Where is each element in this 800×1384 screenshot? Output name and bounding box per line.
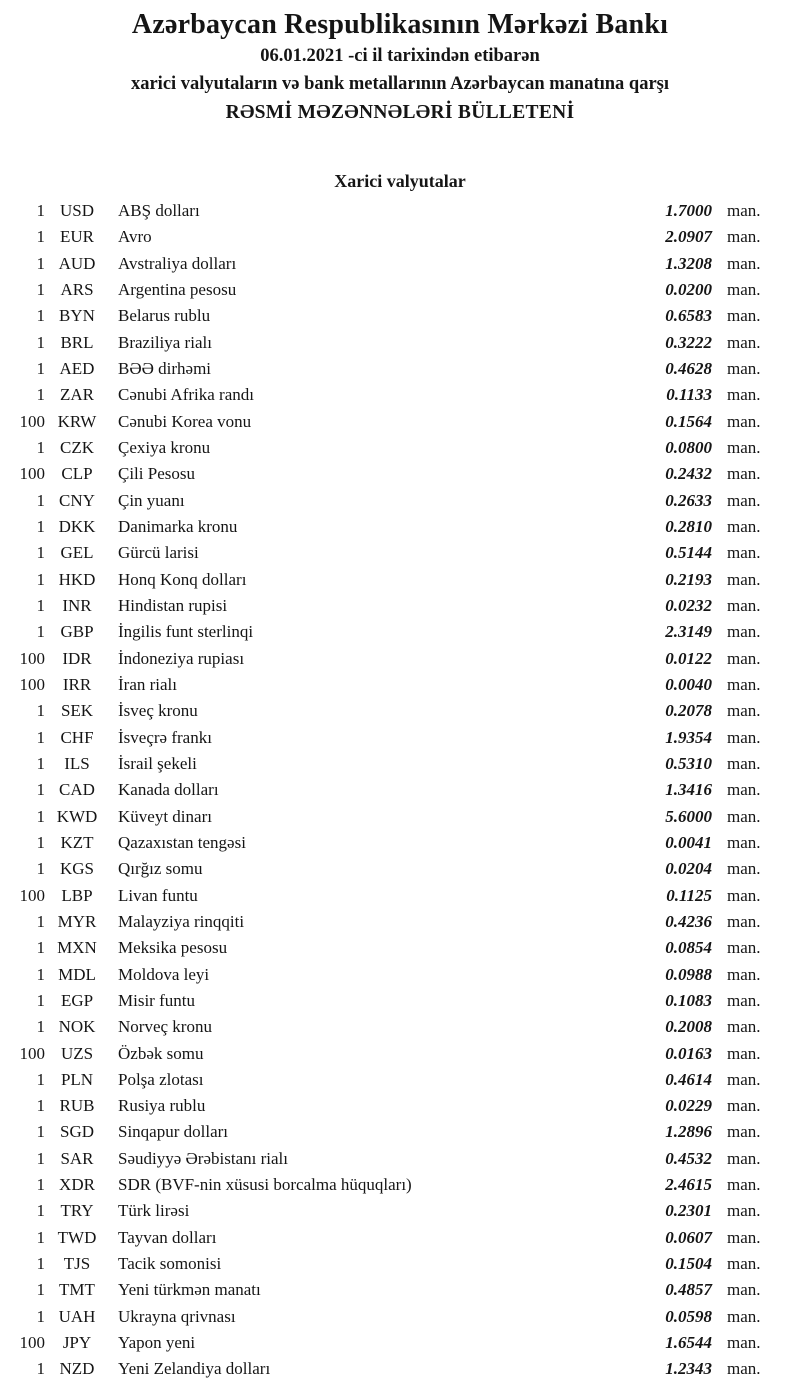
unit-label: man. bbox=[727, 385, 761, 405]
currency-code: SGD bbox=[59, 1122, 94, 1142]
rate-row bbox=[0, 646, 800, 672]
rate-row bbox=[0, 409, 800, 435]
unit-label: man. bbox=[727, 595, 761, 615]
currency-code: ZAR bbox=[60, 385, 94, 405]
currency-name: Rusiya rublu bbox=[118, 1096, 206, 1116]
currency-name: SDR (BVF-nin xüsusi borcalma hüquqları) bbox=[118, 1175, 412, 1195]
currency-code: NZD bbox=[59, 1359, 95, 1379]
currency-name: Belarus rublu bbox=[118, 306, 211, 326]
rate-value: 0.1125 bbox=[666, 885, 712, 905]
currency-quantity: 1 bbox=[36, 1017, 45, 1037]
currency-quantity: 1 bbox=[36, 516, 45, 536]
currency-quantity: 1 bbox=[36, 622, 45, 642]
rate-row bbox=[0, 1277, 800, 1303]
unit-label: man. bbox=[727, 332, 761, 352]
currency-name: İran rialı bbox=[118, 674, 177, 694]
currency-name: Yeni Zelandiya dolları bbox=[118, 1359, 271, 1379]
currency-quantity: 1 bbox=[36, 701, 45, 721]
currency-quantity: 1 bbox=[36, 1227, 45, 1247]
rate-value: 0.4532 bbox=[665, 1148, 712, 1168]
currency-name: Səudiyyə Ərəbistanı rialı bbox=[118, 1148, 288, 1168]
rate-row bbox=[0, 962, 800, 988]
unit-label: man. bbox=[727, 411, 761, 431]
rate-value: 1.7000 bbox=[665, 201, 712, 220]
currency-code: XDR bbox=[59, 1175, 95, 1195]
currency-name: Yapon yeni bbox=[118, 1333, 196, 1353]
currency-quantity: 1 bbox=[36, 1306, 45, 1326]
currency-quantity: 100 bbox=[19, 1333, 45, 1353]
unit-label: man. bbox=[727, 1043, 761, 1063]
currency-code: KWD bbox=[56, 806, 98, 826]
currency-quantity: 1 bbox=[36, 1069, 45, 1089]
unit-label: man. bbox=[727, 1359, 761, 1379]
unit-label: man. bbox=[727, 569, 761, 589]
rate-value: 0.5310 bbox=[665, 753, 712, 773]
rate-value: 0.1083 bbox=[665, 990, 712, 1010]
rate-row bbox=[0, 514, 800, 540]
unit-label: man. bbox=[727, 227, 761, 247]
currency-quantity: 1 bbox=[36, 595, 45, 615]
rate-value: 0.0607 bbox=[665, 1227, 712, 1247]
currency-name: Malayziya rinqqiti bbox=[118, 911, 245, 931]
currency-code: SAR bbox=[60, 1148, 94, 1168]
currency-name: Yeni türkmən manatı bbox=[118, 1280, 261, 1300]
rate-value: 0.0800 bbox=[665, 437, 712, 457]
rate-row bbox=[0, 1041, 800, 1067]
unit-label: man. bbox=[727, 1254, 761, 1274]
currency-quantity: 100 bbox=[19, 648, 45, 668]
unit-label: man. bbox=[727, 832, 761, 852]
unit-label: man. bbox=[727, 701, 761, 721]
currency-code: TMT bbox=[59, 1280, 95, 1300]
rate-value: 0.4614 bbox=[665, 1069, 712, 1089]
rate-row bbox=[0, 461, 800, 487]
rate-row bbox=[0, 488, 800, 514]
currency-code: ARS bbox=[60, 279, 94, 299]
currency-name: Qırğız somu bbox=[118, 859, 203, 879]
unit-label: man. bbox=[727, 990, 761, 1010]
currency-quantity: 1 bbox=[36, 780, 45, 800]
currency-name: İsrail şekeli bbox=[118, 753, 197, 773]
rate-value: 0.0229 bbox=[665, 1096, 712, 1116]
rate-row bbox=[0, 382, 800, 408]
currency-name: Qazaxıstan tengəsi bbox=[118, 832, 246, 852]
currency-name: Tacik somonisi bbox=[118, 1254, 222, 1274]
rate-value: 0.0598 bbox=[665, 1306, 712, 1326]
unit-label: man. bbox=[727, 543, 761, 563]
rate-value: 0.2193 bbox=[665, 569, 712, 589]
rate-value: 0.4628 bbox=[665, 358, 712, 378]
rate-value: 0.2078 bbox=[665, 701, 712, 721]
rate-row bbox=[0, 751, 800, 777]
currency-quantity: 1 bbox=[36, 1148, 45, 1168]
currency-name: Livan funtu bbox=[118, 885, 198, 905]
currency-code: NOK bbox=[58, 1017, 96, 1037]
rate-row bbox=[0, 777, 800, 803]
currency-name: İsveç kronu bbox=[118, 701, 198, 721]
rate-value: 5.6000 bbox=[665, 806, 712, 826]
rate-row bbox=[0, 619, 800, 645]
currency-code: TWD bbox=[57, 1227, 97, 1247]
currency-name: Gürcü larisi bbox=[118, 543, 199, 563]
currency-name: ABŞ dolları bbox=[118, 201, 200, 220]
currency-code: HKD bbox=[58, 569, 96, 589]
currency-quantity: 1 bbox=[36, 253, 45, 273]
currency-quantity: 1 bbox=[36, 753, 45, 773]
currency-code: SEK bbox=[60, 701, 94, 721]
rate-value: 1.3416 bbox=[665, 780, 712, 800]
currency-quantity: 1 bbox=[36, 437, 45, 457]
unit-label: man. bbox=[727, 938, 761, 958]
currency-code: MXN bbox=[57, 938, 97, 958]
rate-value: 0.0041 bbox=[665, 832, 712, 852]
unit-label: man. bbox=[727, 859, 761, 879]
currency-code: DKK bbox=[58, 516, 96, 536]
unit-label: man. bbox=[727, 1017, 761, 1037]
currency-code: MDL bbox=[58, 964, 96, 984]
unit-label: man. bbox=[727, 674, 761, 694]
currency-quantity: 1 bbox=[36, 385, 45, 405]
rate-row bbox=[0, 1172, 800, 1198]
currency-name: Misir funtu bbox=[118, 990, 195, 1010]
unit-label: man. bbox=[727, 1227, 761, 1247]
rate-value: 0.2301 bbox=[665, 1201, 712, 1221]
rate-row bbox=[0, 1198, 800, 1224]
currency-name: Ukrayna qrivnası bbox=[118, 1306, 236, 1326]
unit-label: man. bbox=[727, 753, 761, 773]
currency-code: IDR bbox=[62, 648, 92, 668]
rate-row bbox=[0, 698, 800, 724]
currency-code: CAD bbox=[59, 780, 95, 800]
currency-quantity: 1 bbox=[36, 1359, 45, 1379]
currency-code: RUB bbox=[59, 1096, 95, 1116]
rate-value: 1.2896 bbox=[665, 1122, 712, 1142]
currency-name: Sinqapur dolları bbox=[118, 1122, 229, 1142]
unit-label: man. bbox=[727, 201, 761, 220]
unit-label: man. bbox=[727, 279, 761, 299]
currency-name: BƏƏ dirhəmi bbox=[118, 358, 212, 378]
rate-row bbox=[0, 303, 800, 329]
rate-row bbox=[0, 330, 800, 356]
unit-label: man. bbox=[727, 358, 761, 378]
rate-row bbox=[0, 883, 800, 909]
unit-label: man. bbox=[727, 1175, 761, 1195]
rate-row bbox=[0, 1014, 800, 1040]
rate-value: 0.0163 bbox=[665, 1043, 712, 1063]
currency-code: CZK bbox=[60, 437, 94, 457]
currency-code: KZT bbox=[60, 832, 94, 852]
currency-code: CHF bbox=[60, 727, 94, 747]
currency-name: İsveçrə frankı bbox=[118, 727, 212, 747]
currency-code: JPY bbox=[62, 1333, 92, 1353]
rate-value: 2.0907 bbox=[665, 227, 712, 247]
currency-code: BYN bbox=[59, 306, 95, 326]
currency-code: CLP bbox=[61, 464, 93, 484]
rate-value: 0.0988 bbox=[665, 964, 712, 984]
currency-code: AED bbox=[59, 358, 95, 378]
currency-name: Küveyt dinarı bbox=[118, 806, 212, 826]
currency-code: PLN bbox=[60, 1069, 94, 1089]
rate-row bbox=[0, 198, 800, 224]
rate-value: 0.4857 bbox=[665, 1280, 712, 1300]
rate-value: 0.5144 bbox=[665, 543, 712, 563]
currency-name: Çexiya kronu bbox=[118, 437, 211, 457]
unit-label: man. bbox=[727, 464, 761, 484]
currency-name: Avstraliya dolları bbox=[118, 253, 237, 273]
rate-value: 0.3222 bbox=[665, 332, 712, 352]
currency-quantity: 1 bbox=[36, 1280, 45, 1300]
unit-label: man. bbox=[727, 306, 761, 326]
currency-quantity: 1 bbox=[36, 490, 45, 510]
currency-code: INR bbox=[62, 595, 92, 615]
currency-code: TRY bbox=[60, 1201, 94, 1221]
rate-value: 0.0854 bbox=[665, 938, 712, 958]
unit-label: man. bbox=[727, 727, 761, 747]
rate-value: 0.2008 bbox=[665, 1017, 712, 1037]
rate-row bbox=[0, 1119, 800, 1145]
unit-label: man. bbox=[727, 622, 761, 642]
section-title-foreign-currencies: Xarici valyutalar bbox=[334, 171, 466, 191]
currency-code: TJS bbox=[63, 1254, 91, 1274]
currency-quantity: 1 bbox=[36, 964, 45, 984]
currency-code: LBP bbox=[61, 885, 93, 905]
currency-quantity: 1 bbox=[36, 911, 45, 931]
currency-code: CNY bbox=[59, 490, 95, 510]
rate-value: 0.4236 bbox=[665, 911, 712, 931]
unit-label: man. bbox=[727, 885, 761, 905]
currency-name: Moldova leyi bbox=[118, 964, 210, 984]
currency-name: Norveç kronu bbox=[118, 1017, 212, 1037]
currency-quantity: 1 bbox=[36, 1201, 45, 1221]
unit-label: man. bbox=[727, 1280, 761, 1300]
currency-name: Özbək somu bbox=[118, 1043, 204, 1063]
currency-code: GBP bbox=[60, 622, 94, 642]
currency-quantity: 1 bbox=[36, 727, 45, 747]
currency-code: AUD bbox=[58, 253, 96, 273]
unit-label: man. bbox=[727, 806, 761, 826]
rate-value: 0.0122 bbox=[665, 648, 712, 668]
rate-value: 0.0204 bbox=[665, 859, 712, 879]
currency-quantity: 100 bbox=[19, 674, 45, 694]
currency-name: Danimarka kronu bbox=[118, 516, 238, 536]
currency-quantity: 1 bbox=[36, 227, 45, 247]
currency-quantity: 1 bbox=[36, 1175, 45, 1195]
subject-line: xarici valyutaların və bank metallarının Azərbaycan manatına qarşı bbox=[130, 74, 670, 94]
currency-name: Polşa zlotası bbox=[118, 1069, 204, 1089]
rate-row bbox=[0, 435, 800, 461]
rate-row bbox=[0, 672, 800, 698]
bank-title: Azərbaycan Respublikasının Mərkəzi Bankı bbox=[131, 9, 669, 40]
currency-code: EGP bbox=[60, 990, 94, 1010]
currency-quantity: 1 bbox=[36, 201, 45, 220]
rate-row bbox=[0, 1093, 800, 1119]
rate-value: 0.2810 bbox=[665, 516, 712, 536]
currency-quantity: 1 bbox=[36, 569, 45, 589]
unit-label: man. bbox=[727, 1122, 761, 1142]
rate-row bbox=[0, 856, 800, 882]
unit-label: man. bbox=[727, 911, 761, 931]
currency-name: İndoneziya rupiası bbox=[118, 648, 245, 668]
currency-code: IRR bbox=[62, 674, 92, 694]
currency-quantity: 1 bbox=[36, 938, 45, 958]
currency-name: İngilis funt sterlinqi bbox=[118, 622, 254, 642]
rate-row bbox=[0, 1225, 800, 1251]
rate-value: 0.0200 bbox=[665, 279, 712, 299]
currency-name: Meksika pesosu bbox=[118, 938, 228, 958]
rate-value: 1.6544 bbox=[665, 1333, 712, 1353]
currency-name: Braziliya rialı bbox=[118, 332, 212, 352]
unit-label: man. bbox=[727, 490, 761, 510]
currency-quantity: 1 bbox=[36, 358, 45, 378]
currency-quantity: 1 bbox=[36, 990, 45, 1010]
exchange-rates-table bbox=[0, 198, 800, 1383]
unit-label: man. bbox=[727, 1148, 761, 1168]
unit-label: man. bbox=[727, 1069, 761, 1089]
rate-row bbox=[0, 830, 800, 856]
rate-row bbox=[0, 540, 800, 566]
currency-name: Türk lirəsi bbox=[118, 1201, 190, 1221]
bulletin-title: RƏSMİ MƏZƏNNƏLƏRİ BÜLLETENİ bbox=[225, 102, 575, 123]
currency-quantity: 1 bbox=[36, 1254, 45, 1274]
rate-row bbox=[0, 224, 800, 250]
unit-label: man. bbox=[727, 648, 761, 668]
rate-value: 1.3208 bbox=[665, 253, 712, 273]
rate-row bbox=[0, 1356, 800, 1382]
currency-name: Kanada dolları bbox=[118, 780, 219, 800]
rate-value: 0.6583 bbox=[665, 306, 712, 326]
rate-row bbox=[0, 1067, 800, 1093]
currency-quantity: 1 bbox=[36, 1096, 45, 1116]
currency-name: Cənubi Afrika randı bbox=[118, 385, 254, 405]
currency-quantity: 1 bbox=[36, 306, 45, 326]
unit-label: man. bbox=[727, 516, 761, 536]
unit-label: man. bbox=[727, 1306, 761, 1326]
currency-code: ILS bbox=[64, 753, 90, 773]
currency-code: KGS bbox=[59, 859, 94, 879]
rate-row bbox=[0, 988, 800, 1014]
rate-row bbox=[0, 593, 800, 619]
currency-code: UZS bbox=[60, 1043, 94, 1063]
unit-label: man. bbox=[727, 780, 761, 800]
currency-code: EUR bbox=[60, 227, 94, 247]
rate-row bbox=[0, 1146, 800, 1172]
rate-value: 0.2633 bbox=[665, 490, 712, 510]
currency-code: USD bbox=[59, 201, 94, 220]
rate-value: 0.1133 bbox=[666, 385, 712, 405]
rate-value: 0.0232 bbox=[665, 595, 712, 615]
currency-code: UAH bbox=[58, 1306, 96, 1326]
rate-value: 1.9354 bbox=[665, 727, 712, 747]
rate-row bbox=[0, 935, 800, 961]
currency-name: Tayvan dolları bbox=[118, 1227, 217, 1247]
currency-code: MYR bbox=[57, 911, 97, 931]
currency-name: Hindistan rupisi bbox=[118, 595, 228, 615]
rate-row bbox=[0, 1251, 800, 1277]
rate-value: 1.2343 bbox=[665, 1359, 712, 1379]
currency-name: Çili Pesosu bbox=[118, 464, 195, 484]
unit-label: man. bbox=[727, 437, 761, 457]
rate-value: 0.1504 bbox=[665, 1254, 712, 1274]
bulletin-header bbox=[0, 0, 800, 127]
currency-code: BRL bbox=[60, 332, 94, 352]
currency-quantity: 1 bbox=[36, 1122, 45, 1142]
rate-value: 2.3149 bbox=[665, 622, 712, 642]
currency-quantity: 100 bbox=[19, 885, 45, 905]
rate-value: 0.0040 bbox=[665, 674, 712, 694]
rate-row bbox=[0, 277, 800, 303]
rate-row bbox=[0, 567, 800, 593]
currency-quantity: 100 bbox=[19, 1043, 45, 1063]
rate-row bbox=[0, 804, 800, 830]
currency-name: Cənubi Korea vonu bbox=[118, 411, 252, 431]
rate-row bbox=[0, 909, 800, 935]
rate-row bbox=[0, 356, 800, 382]
currency-name: Argentina pesosu bbox=[118, 279, 237, 299]
rate-value: 0.2432 bbox=[665, 464, 712, 484]
unit-label: man. bbox=[727, 1096, 761, 1116]
currency-code: GEL bbox=[60, 543, 94, 563]
unit-label: man. bbox=[727, 964, 761, 984]
currency-code: KRW bbox=[57, 411, 97, 431]
rate-row bbox=[0, 725, 800, 751]
currency-name: Honq Konq dolları bbox=[118, 569, 247, 589]
rate-value: 2.4615 bbox=[665, 1175, 712, 1195]
rate-row bbox=[0, 1304, 800, 1330]
unit-label: man. bbox=[727, 253, 761, 273]
currency-quantity: 100 bbox=[19, 411, 45, 431]
currency-quantity: 100 bbox=[19, 464, 45, 484]
currency-name: Avro bbox=[118, 227, 152, 247]
currency-quantity: 1 bbox=[36, 279, 45, 299]
currency-quantity: 1 bbox=[36, 859, 45, 879]
unit-label: man. bbox=[727, 1333, 761, 1353]
effective-date-line: 06.01.2021 -ci il tarixindən etibarən bbox=[260, 46, 540, 66]
currency-quantity: 1 bbox=[36, 832, 45, 852]
currency-name: Çin yuanı bbox=[118, 490, 185, 510]
currency-quantity: 1 bbox=[36, 806, 45, 826]
rate-row bbox=[0, 1330, 800, 1356]
rate-row bbox=[0, 251, 800, 277]
currency-quantity: 1 bbox=[36, 543, 45, 563]
unit-label: man. bbox=[727, 1201, 761, 1221]
rate-value: 0.1564 bbox=[665, 411, 712, 431]
currency-quantity: 1 bbox=[36, 332, 45, 352]
